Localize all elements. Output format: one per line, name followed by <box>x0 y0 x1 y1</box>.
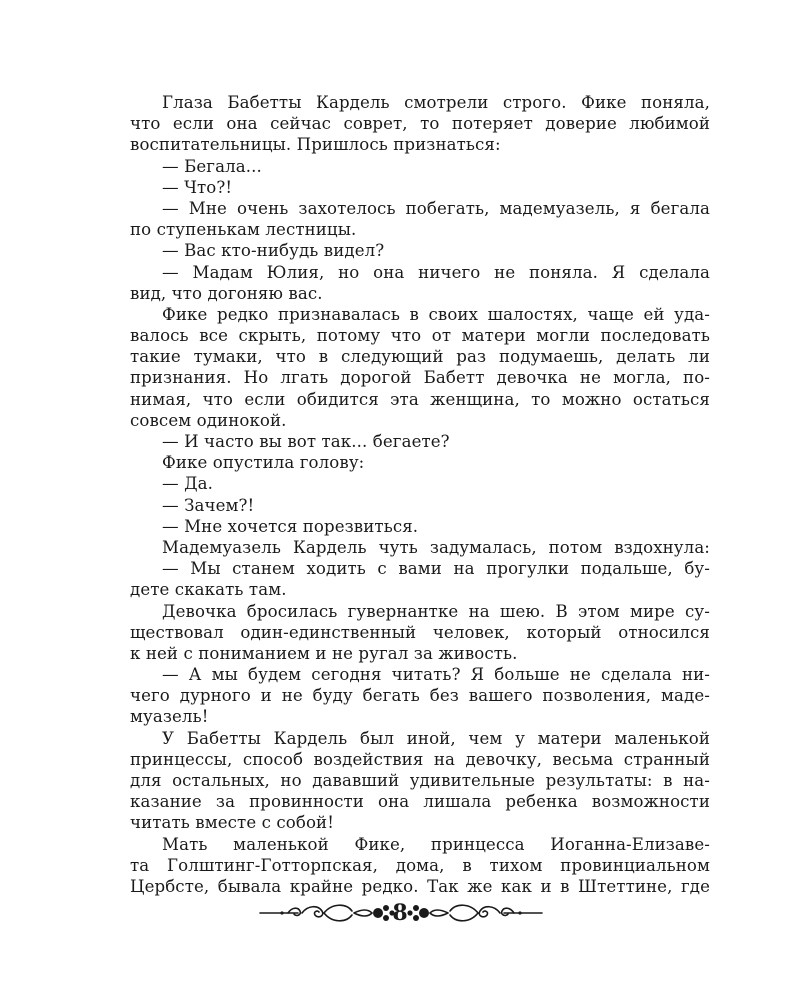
text-line: муазель! <box>130 707 209 727</box>
text-line: Глаза Бабетты Кардель смотрели строго. Фике поняла, <box>162 93 710 112</box>
text-line: воспитательницы. Пришлось признаться: <box>130 135 501 155</box>
text-line: Мать маленькой Фике, принцесса Иоганна-Елизаве- <box>162 834 710 854</box>
text-line: — Да. <box>162 474 214 494</box>
text-line: валось все скрыть, потому что от матери могли последовать <box>130 326 710 346</box>
text-line: нимая, что если обидится эта женщина, то можно остаться <box>130 389 710 409</box>
text-line: — Мне очень захотелось побегать, мадемуазель, я бегала <box>162 198 710 218</box>
text-line: Девочка бросилась гувернантке на шею. В этом мире су- <box>162 601 710 621</box>
text-line: Мадемуазель Кардель чуть задумалась, потом вздохнула: <box>162 537 710 557</box>
text-line: та Голштинг-Готторпская, дома, в тихом провинциальном <box>130 855 710 875</box>
text-line: — Что?! <box>162 177 233 197</box>
text-line: У Бабетты Кардель был иной, чем у матери маленькой <box>162 728 710 748</box>
text-line: Фике редко признавалась в своих шалостях, чаще ей уда- <box>162 304 710 324</box>
text-line: принцессы, способ воздействия на девочку, весьма странный <box>130 749 710 769</box>
text-line: дете скакать там. <box>130 580 287 600</box>
text-line: к ней с пониманием и не ругал за живость. <box>130 643 518 663</box>
text-line: Цербсте, бывала крайне редко. Так же как и в Штеттине, где <box>130 876 710 896</box>
text-line: вид, что догоняю вас. <box>130 283 323 303</box>
text-line: — А мы будем сегодня читать? Я больше не сделала ни- <box>162 665 710 685</box>
text-line: признания. Но лгать дорогой Бабетт девочка не могла, по- <box>130 368 710 388</box>
text-line: чего дурного и не буду бегать без вашего позволения, маде- <box>130 686 710 706</box>
text-line: казание за провинности она лишала ребенка возможности <box>130 792 710 812</box>
text-line: что если она сейчас соврет, то потеряет доверие любимой <box>130 114 710 134</box>
ornament-flourish-right-icon <box>404 899 544 927</box>
text-line: по ступенькам лестницы. <box>130 220 357 240</box>
text-line: Фике опустила голову: <box>162 453 365 473</box>
page-number: 8 <box>392 900 408 926</box>
text-line: — Мадам Юлия, но она ничего не поняла. Я сделала <box>162 262 710 282</box>
page-footer <box>0 895 800 935</box>
text-line: такие тумаки, что в следующий раз подумаешь, делать ли <box>130 347 710 367</box>
text-line: совсем одинокой. <box>130 410 287 430</box>
text-line: — И часто вы вот так... бегаете? <box>162 432 450 451</box>
text-line: — Зачем?! <box>162 495 255 515</box>
text-line: — Вас кто-нибудь видел? <box>162 241 385 261</box>
text-line: — Мы станем ходить с вами на прогулки подальше, бу- <box>162 559 710 579</box>
text-line: читать вместе с собой! <box>130 813 334 833</box>
text-line: — Бегала... <box>162 156 262 176</box>
text-line: для остальных, но дававший удивительные результаты: в на- <box>130 771 710 790</box>
text-line: ществовал один-единственный человек, который относился <box>130 622 710 642</box>
text-line: — Мне хочется порезвиться. <box>162 516 419 536</box>
body-text <box>130 92 710 897</box>
